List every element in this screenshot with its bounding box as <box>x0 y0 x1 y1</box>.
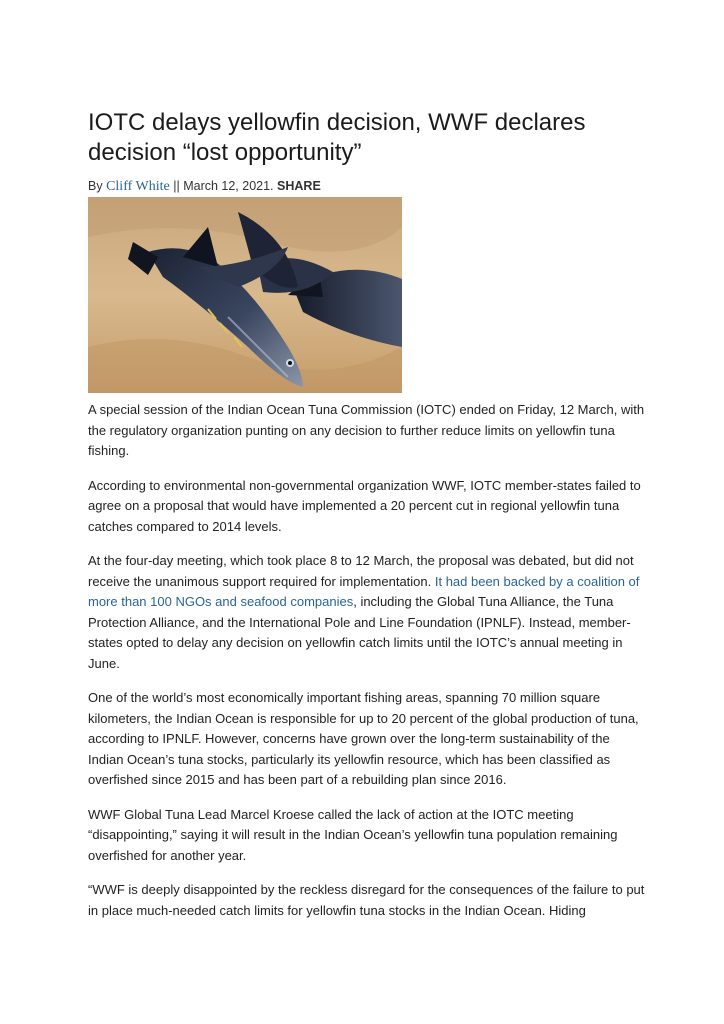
paragraph-3-text-before: At the four-day meeting, which took place 8 to 12 March, the proposal was debated, but did not receive the unanimous support required for implementation. <box>88 553 634 589</box>
article-hero-image <box>88 197 402 393</box>
author-link[interactable]: Cliff White <box>106 179 170 194</box>
paragraph-5: WWF Global Tuna Lead Marcel Kroese called the lack of action at the IOTC meeting “disappointing,” saying it will result in the Indian Ocean’s yellowfin tuna population remaining overfished for another year. <box>88 806 618 863</box>
coalition-link[interactable]: It had been backed by a coalition of more than 100 NGOs and seafood companies <box>88 573 640 609</box>
paragraph-2: According to environmental non-governmental organization WWF, IOTC member-states failed to agree on a proposal that would have implemented a 20 percent cut in regional yellowfin tuna catches compared to 2014 levels. <box>88 477 641 534</box>
byline-prefix: By <box>88 179 103 193</box>
paragraph-4: One of the world’s most economically important fishing areas, spanning 70 million square kilometers, the Indian Ocean is responsible for up to 20 percent of the global production of tuna, according to IPNLF. However, concerns have grown over the long-term sustainability of the Indian Ocean’s tuna stocks, particularly its yellowfin resource, which has been classified as overfished since 2015 and has been part of a rebuilding plan since 2016. <box>88 690 639 787</box>
byline <box>88 178 648 195</box>
article-title: IOTC delays yellowfin decision, WWF declares decision “lost opportunity” <box>88 109 586 166</box>
paragraph-6: “WWF is deeply disappointed by the reckless disregard for the consequences of the failure to put in place much-needed catch limits for yellowfin tuna stocks in the Indian Ocean. Hiding <box>88 882 645 918</box>
paragraph-3-text-after: , including the Global Tuna Alliance, the Tuna Protection Alliance, and the International Pole and Line Foundation (IPNLF). Instead, member-states opted to delay any decision on yellowfin catch limits until the IOTC’s annual meeting in June. <box>88 594 631 671</box>
article-body <box>88 400 648 935</box>
paragraph-1: A special session of the Indian Ocean Tuna Commission (IOTC) ended on Friday, 12 March, with the regulatory organization punting on any decision to further reduce limits on yellowfin tuna fishing. <box>88 402 645 458</box>
paragraph-3 <box>88 551 648 674</box>
publish-date: March 12, 2021. <box>183 179 274 193</box>
share-button[interactable]: SHARE <box>277 179 321 193</box>
byline-separator: || <box>173 179 180 193</box>
